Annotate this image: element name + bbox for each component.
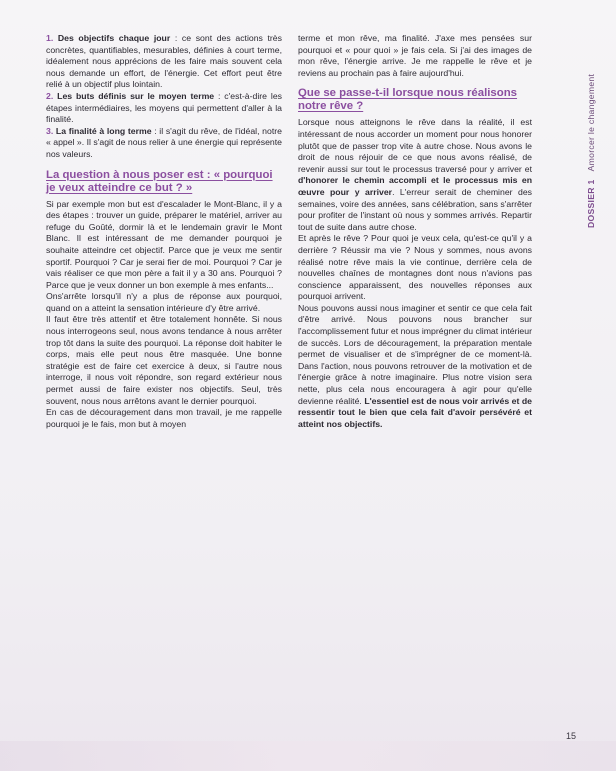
dossier-label: DOSSIER 1 <box>586 179 596 228</box>
paragraph-emphasis: d'honorer le chemin accompli et le processus mis en œuvre pour y arriver <box>298 175 532 197</box>
paragraph: terme et mon rêve, ma finalité. J'axe mes pensées sur pourquoi et « pour quoi » je fais cela. Si j'ai des images de mon rêve, l'énergie arrive. Je me rappelle le rêve et je reviens au prochain pas à faire aujourd'hui. <box>298 33 532 78</box>
paragraph <box>298 303 532 431</box>
item-number: 1. <box>46 33 54 43</box>
section-heading-question: La question à nous poser est : « pourquoi je veux atteindre ce but ? » <box>46 168 273 194</box>
objective-item-3 <box>46 126 282 161</box>
section-label: Amorcer le changement <box>586 73 596 172</box>
item-title: Des objectifs chaque jour <box>57 33 171 43</box>
item-title: La finalité à long terme <box>55 125 152 136</box>
side-running-header <box>586 36 602 236</box>
paragraph-text: Lorsque nous atteignons le rêve dans la réalité, il est intéressant de nous accorder un moment pour nous honorer plutôt que de passer trop vite à autre chose. Nous avons le droit de nous réjouir de ce que nous avons réalisé, de revenir aussi sur tout le processus traversé pour y arriver et <box>298 117 532 174</box>
paragraph: En cas de découragement dans mon travail, je me rappelle pourquoi je le fais, mon but à moyen <box>46 407 282 429</box>
paragraph-emphasis: L'essentiel est de nous voir arrivés et de ressentir tout le bien que cela fait d'avoir persévéré et atteint nos objectifs. <box>298 395 532 429</box>
page-bottom-band <box>0 741 616 771</box>
paragraph: Ons'arrête lorsqu'il n'y a plus de réponse aux pourquoi, quand on a atteint la sensation intérieure d'y être arrivé. <box>46 291 282 313</box>
paragraph: Et après le rêve ? Pour quoi je veux cela, qu'est-ce qu'il y a derrière ? Réussir ma vie ? Nous y sommes, nous avons réalisé notre rêve mais la vie continue, derrière cela de nouvelles chaînes de montagnes dont nous n'avions pas conscience apparaissent, des nouvelles réponses aux pourquoi arrivent. <box>298 233 532 302</box>
section-heading-dream: Que se passe-t-il lorsque nous réalisons notre rêve ? <box>298 87 518 113</box>
paragraph: Il faut être très attentif et être totalement honnête. Si nous nous interrogeons seul, nous avons tendance à nous arrêter trop tôt dans la suite des pourquoi. La réponse doit habiter le corps, mais elle peut nous être masquée. Une bonne stratégie est de faire cet exercice à deux, si l'autre nous interroge, il nous voit répondre, son regard extérieur nous permet aussi de faire exister nos objectifs. Seul, très souvent, nous nous arrêtons avant le dernier pourquoi. <box>46 314 282 406</box>
paragraph: Si par exemple mon but est d'escalader le Mont-Blanc, il y a des étapes : trouver un guide, préparer le matériel, arriver au refuge du Goûté, dormir là et le lendemain gravir le Mont Blanc. Il est intéressant de me demander pourquoi je souhaite atteindre cet objectif. Parce que je veux me sentir sportif. Pourquoi ? Car je serai fier de moi. Pourquoi ? Car je vais réaliser ce que mon père a fait il y a 30 ans. Pourquoi ? Parce que je veux donner un bon exemple à mes enfants... <box>46 198 282 290</box>
left-column <box>46 33 282 430</box>
page-number: 15 <box>565 731 576 741</box>
item-text: : c'est-à-dire les étapes intermédiaires, les moyens qui permettent d'aller à la finalité. <box>46 90 282 125</box>
paragraph <box>298 117 532 233</box>
right-column <box>298 33 532 430</box>
side-header-text <box>586 74 596 228</box>
objective-item-1 <box>46 33 282 91</box>
paragraph-text: . L'erreur serait de cheminer des semaines, voire des années, sans célébration, sans s'arrêter pour profiter de l'instant où nous y sommes arrivés. Repartir tout de suite dans autre chose. <box>298 186 532 232</box>
item-title: Les buts définis sur le moyen terme <box>57 90 215 101</box>
objective-item-2 <box>46 91 282 126</box>
item-number: 3. <box>46 125 54 136</box>
item-text: : ce sont des actions très concrètes, quantifiables, mesurables, définies à court terme, idéalement nous apprécions de les faire mais souvent cela nous demande un effort, de l'énergie. Cet effort peut être relié à un objectif plus lointain. <box>46 33 282 90</box>
item-text: : il s'agit du rêve, de l'idéal, notre « appel ». Il s'agit de nous relier à une énergie qui représente nos valeurs. <box>46 125 282 159</box>
item-number: 2. <box>46 90 54 101</box>
paragraph-text: Nous pouvons aussi nous imaginer et sentir ce que cela fait d'être arrivé. Nous pouvons nous brancher sur l'accomplissement futur et nous imprégner du climat intérieur de succès. Lors de découragement, la préparation mentale permet de visualiser et de s'imprégner de ce moment-là. Dans l'action, nous pouvons retrouver de la motivation et de l'énergie grâce à notre imaginaire. Plus notre vision sera nette, plus cela nous encouragera à agir pour qu'elle devienne réalité. <box>298 302 532 406</box>
